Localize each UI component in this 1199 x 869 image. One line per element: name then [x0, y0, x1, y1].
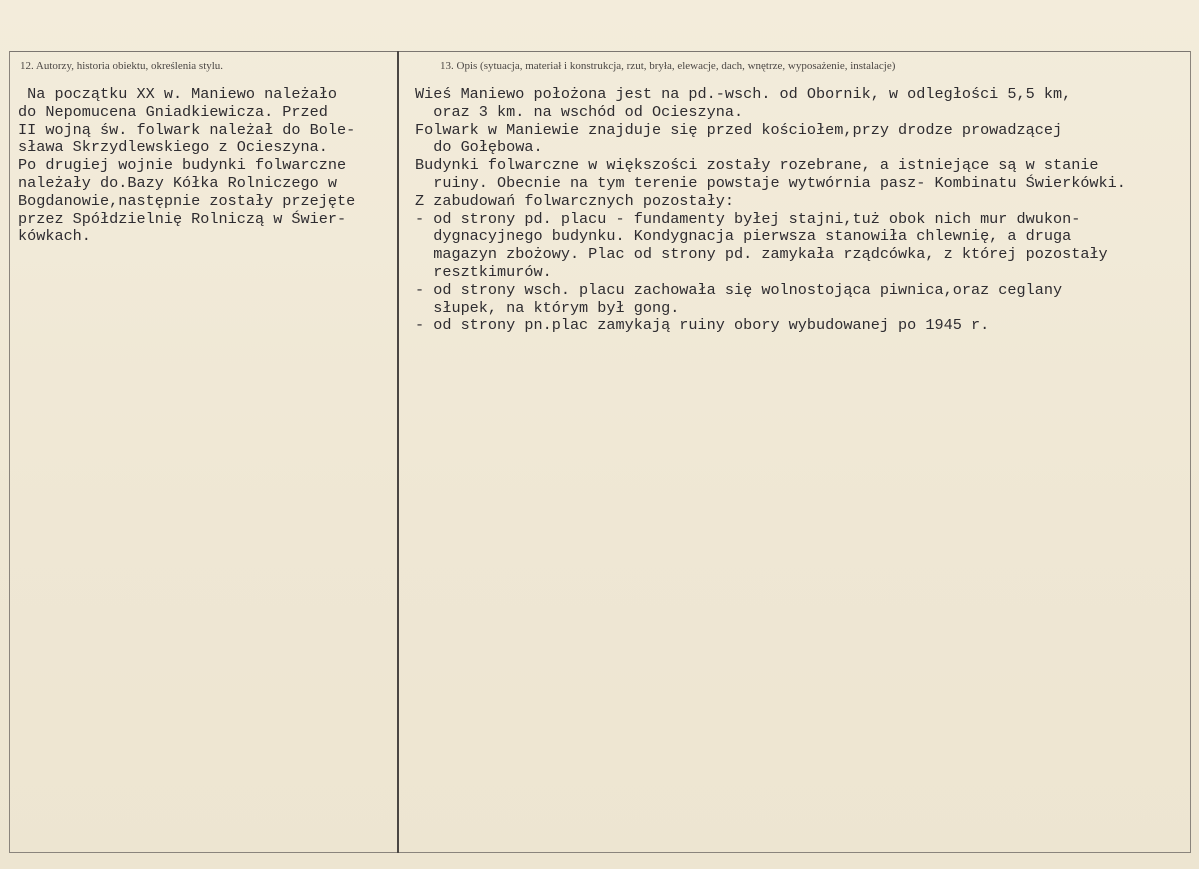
text-line: przez Spółdzielnię Rolniczą w Świer-	[18, 209, 347, 228]
section-13-heading: 13. Opis (sytuacja, materiał i konstrukcja, rzut, bryła, elewacje, dach, wnętrze, wyposażenie, instalacje)	[440, 60, 896, 72]
text-line: - od strony pn.plac zamykają ruiny obory wybudowanej po 1945 r.	[415, 316, 990, 335]
text-line: resztkimurów.	[415, 262, 552, 281]
text-line: do Nepomucena Gniadkiewicza. Przed	[18, 102, 328, 121]
text-line: dygnacyjnego budynku. Kondygnacja pierwsza stanowiła chlewnię, a druga	[415, 227, 1072, 246]
text-line: - od strony wsch. placu zachowała się wolnostojąca piwnica,oraz ceglany	[415, 280, 1063, 299]
text-line: Z zabudowań folwarcznych pozostały:	[415, 191, 734, 210]
text-line: Na początku XX w. Maniewo należało	[18, 85, 337, 103]
section-12-text	[18, 86, 398, 246]
frame-bottom-rule	[9, 852, 1191, 853]
text-line: Bogdanowie,następnie zostały przejęte	[18, 191, 356, 210]
section-12-heading: 12. Autorzy, historia obiektu, określenia stylu.	[20, 60, 224, 72]
text-line: sława Skrzydlewskiego z Ocieszyna.	[18, 138, 328, 157]
text-line: należały do.Bazy Kółka Rolniczego w	[18, 173, 337, 192]
frame-left-rule	[9, 51, 10, 853]
text-line: Wieś Maniewo położona jest na pd.-wsch. od Obornik, w odległości 5,5 km,	[415, 85, 1072, 103]
text-line: oraz 3 km. na wschód od Ocieszyna.	[415, 102, 744, 121]
text-line: II wojną św. folwark należał do Bole-	[18, 120, 356, 139]
section-13-text	[415, 86, 1195, 335]
text-line: magazyn zbożowy. Plac od strony pd. zamykała rządcówka, z której pozostały	[415, 245, 1108, 264]
text-line: - od strony pd. placu - fundamenty byłej stajni,tuż obok nich mur dwukon-	[415, 209, 1081, 228]
text-line: kówkach.	[18, 227, 91, 246]
text-line: Po drugiej wojnie budynki folwarczne	[18, 156, 347, 175]
text-line: słupek, na którym był gong.	[415, 298, 680, 317]
frame-top-rule	[9, 51, 1191, 52]
text-line: do Gołębowa.	[415, 138, 543, 157]
text-line: Budynki folwarczne w większości zostały rozebrane, a istniejące są w stanie	[415, 156, 1099, 175]
text-line: Folwark w Maniewie znajduje się przed kościołem,przy drodze prowadzącej	[415, 120, 1063, 139]
text-line: ruiny. Obecnie na tym terenie powstaje wytwórnia pasz- Kombinatu Świerkówki.	[415, 173, 1126, 192]
